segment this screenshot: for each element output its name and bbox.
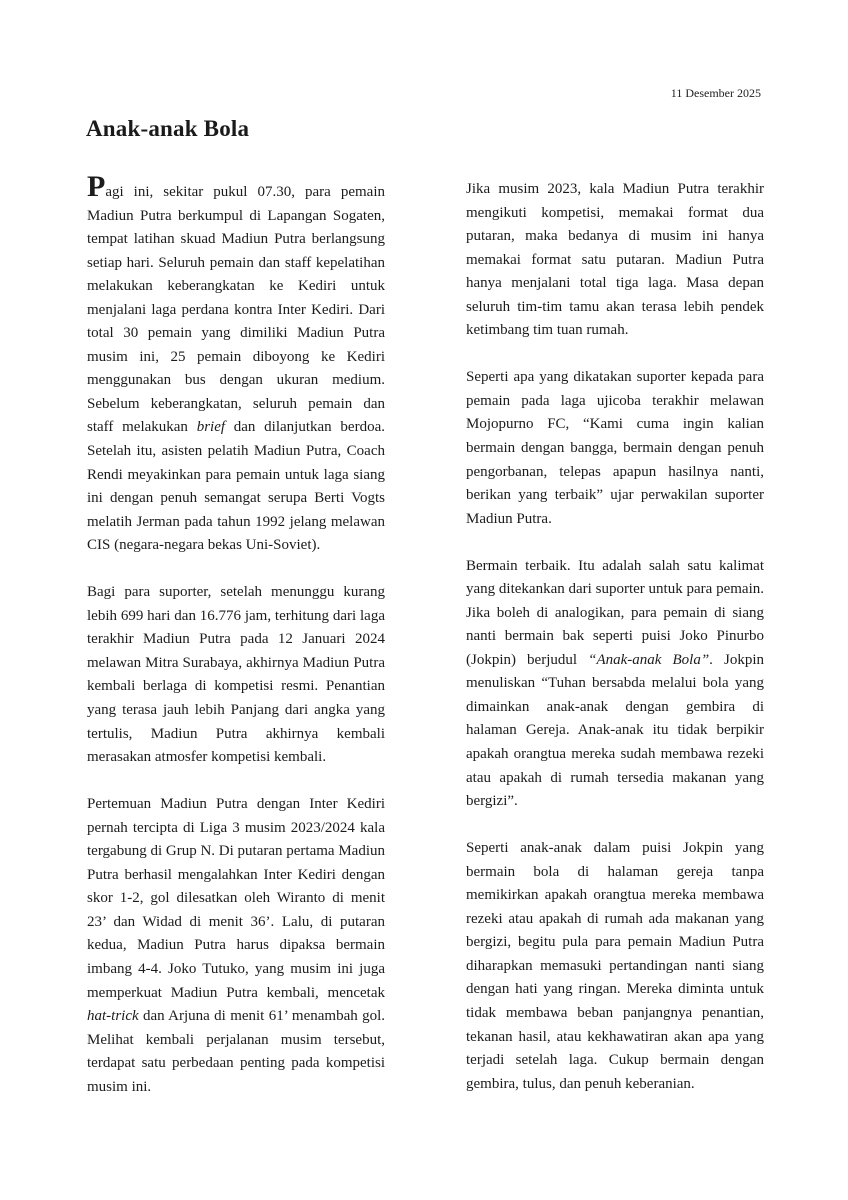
paragraph-3-text-b: dan Arjuna di menit 61’ menambah gol. Melihat kembali perjalanan musim tersebut, terdapat satu perbedaan penting pada kompetisi musim ini. [87,1008,385,1095]
paragraph-1-italic: brief [196,419,226,436]
article-column-left [87,172,385,1123]
article-column-right [466,178,764,1120]
paragraph-1-text-b: dan dilanjutkan berdoa. Setelah itu, asisten pelatih Madiun Putra, Coach Rendi meyakinkan para pemain untuk laga siang ini dengan penuh semangat serupa Berti Vogts melatih Jerman pada tahun 1992 jelang melawan CIS (negara-negara bekas Uni-Soviet). [87,419,385,554]
paragraph-7: Seperti anak-anak dalam puisi Jokpin yang bermain bola di halaman gereja tanpa memikirkan apakah orangtua mereka membawa rezeki atau apakah di rumah ada makanan yang bergizi, begitu pula para pemain Madiun Putra diharapkan memasuki pertandingan nanti siang dengan hati yang ringan. Mereka diminta untuk tidak membawa beban panjangnya penantian, tekanan hasil, atau kekhawatiran akan apa yang terjadi setelah laga. Cukup bermain dengan gembira, tulus, dan penuh keberanian. [466,840,764,1092]
paragraph-2: Bagi para suporter, setelah menunggu kurang lebih 699 hari dan 16.776 jam, terhitung dari laga terakhir Madiun Putra pada 12 Januari 2024 melawan Mitra Surabaya, akhirnya Madiun Putra kembali berlaga di kompetisi resmi. Penantian yang terasa jauh lebih Panjang dari angka yang tertulis, Madiun Putra akhirnya kembali merasakan atmosfer kompetisi kembali. [87,584,385,766]
paragraph-6-text-a: Bermain terbaik. Itu adalah salah satu kalimat yang ditekankan dari suporter untuk para pemain. Jika boleh di analogikan, para pemain di siang nanti bermain bak seperti puisi Joko Pinurbo (Jokpin) berjudul [466,557,764,668]
paragraph-6 [466,555,764,814]
drop-cap: P [87,170,106,203]
article-title: Anak-anak Bola [86,116,250,141]
paragraph-5: Seperti apa yang dikatakan suporter kepada para pemain pada laga ujicoba terakhir melawan Mojopurno FC, “Kami cuma ingin kalian bermain dengan bangga, bermain dengan penuh pengorbanan, telepas apapun hasilnya nanti, berikan yang terbaik” ujar perwakilan suporter Madiun Putra. [466,369,764,527]
paragraph-4: Jika musim 2023, kala Madiun Putra terakhir mengikuti kompetisi, memakai format dua putaran, maka bedanya di musim ini hanya memakai format satu putaran. Madiun Putra hanya menjalani total tiga laga. Masa depan seluruh tim-tim tamu akan terasa lebih pendek ketimbang tim tuan rumah. [466,181,764,339]
paragraph-3-text-a: Pertemuan Madiun Putra dengan Inter Kediri pernah tercipta di Liga 3 musim 2023/2024 kala tergabung di Grup N. Di putaran pertama Madiun Putra berhasil mengalahkan Inter Kediri dengan skor 1-2, gol dilesatkan oleh Wiranto di menit 23’ dan Widad di menit 36’. Lalu, di putaran kedua, Madiun Putra harus dipaksa bermain imbang 4-4. Joko Tutuko, yang musim ini juga memperkuat Madiun Putra kembali, mencetak [87,796,385,1001]
article-date: 11 Desember 2025 [670,86,761,100]
paragraph-6-text-b: . Jokpin menuliskan “Tuhan bersabda melalui bola yang dimainkan anak-anak dengan gembira di halaman Gereja. Anak-anak itu tidak berpikir apakah orangtua mereka sudah membawa rezeki atau apakah di rumah tersedia makanan yang bergizi”. [466,651,764,810]
paragraph-3 [87,793,385,1099]
paragraph-6-italic: “Anak-anak Bola” [588,651,710,668]
paragraph-1 [87,172,385,558]
paragraph-3-italic: hat-trick [87,1008,139,1025]
paragraph-1-text-a: agi ini, sekitar pukul 07.30, para pemain Madiun Putra berkumpul di Lapangan Sogaten, tempat latihan skuad Madiun Putra berlangsung setiap hari. Seluruh pemain dan staff kepelatihan melakukan keberangkatan ke Kediri untuk menjalani laga perdana kontra Inter Kediri. Dari total 30 pemain yang dimiliki Madiun Putra musim ini, 25 pemain diboyong ke Kediri menggunakan bus dengan ukuran medium. Sebelum keberangkatan, seluruh pemain dan staff melakukan [87,184,385,436]
